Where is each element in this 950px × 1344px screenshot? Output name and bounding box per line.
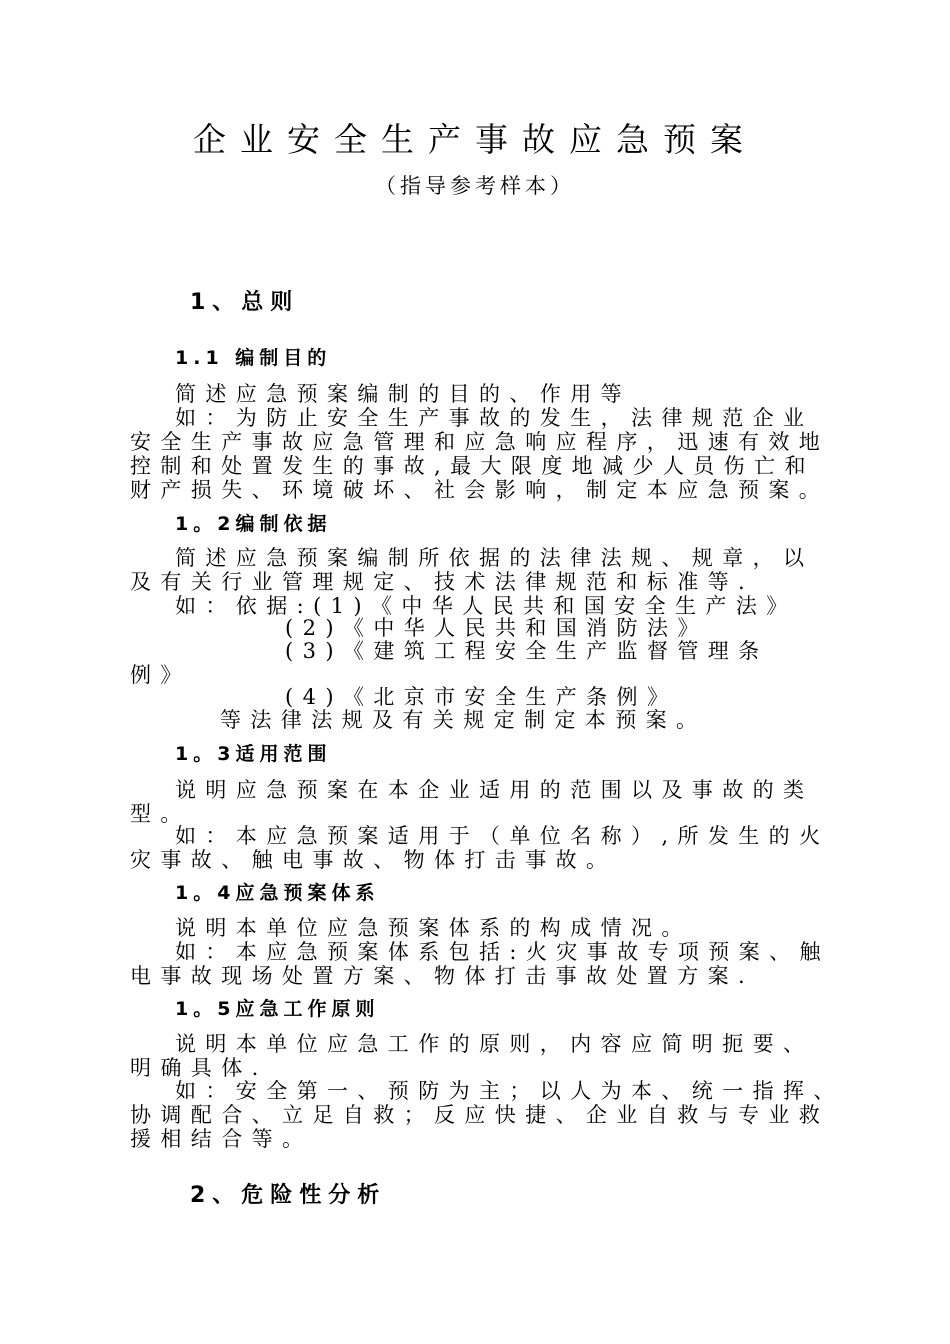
paragraph-line: 及有关行业管理规定、技术法律规范和标准等. xyxy=(130,570,755,594)
paragraph-line: (2)《中华人民共和国消防法》 xyxy=(285,616,708,640)
paragraph-line: 援相结合等。 xyxy=(130,1127,313,1151)
paragraph-line: 明确具体. xyxy=(130,1056,268,1080)
paragraph-line: 简述应急预案编制所依据的法律法规、规章，以 xyxy=(175,546,814,570)
paragraph-line: 财产损失、环境破坏、社会影响，制定本应急预案。 xyxy=(130,478,830,502)
section-heading-general: 1、总则 xyxy=(190,290,300,315)
section-heading-purpose: 1.1 编制目的 xyxy=(175,347,332,369)
section-heading-scope: 1。3适用范围 xyxy=(175,743,332,765)
paragraph-line: 例》 xyxy=(130,663,191,687)
paragraph-line: 型。 xyxy=(130,802,191,826)
paragraph-line: 说明应急预案在本企业适用的范围以及事故的类 xyxy=(175,778,814,802)
paragraph-line: (3)《建筑工程安全生产监督管理条 xyxy=(285,639,769,663)
paragraph-line: 说明本单位应急工作的原则，内容应简明扼要、 xyxy=(175,1032,814,1056)
paragraph-line: (4)《北京市安全生产条例》 xyxy=(285,685,678,709)
paragraph-line: 如：本应急预案体系包括:火灾事故专项预案、触 xyxy=(175,940,830,964)
paragraph-line: 如：依据:(1)《中华人民共和国安全生产法》 xyxy=(175,594,797,618)
section-heading-system: 1。4应急预案体系 xyxy=(175,882,380,904)
section-heading-hazard-analysis: 2、危险性分析 xyxy=(190,1183,387,1208)
paragraph-line: 简述应急预案编制的目的、作用等 xyxy=(175,382,631,406)
paragraph-line: 等法律法规及有关规定制定本预案。 xyxy=(220,708,707,732)
section-heading-principles: 1。5应急工作原则 xyxy=(175,998,380,1020)
paragraph-line: 如：安全第一、预防为主；以人为本、统一指挥、 xyxy=(175,1079,844,1103)
paragraph-line: 说明本单位应急预案体系的构成情况。 xyxy=(175,916,692,940)
section-heading-basis: 1。2编制依据 xyxy=(175,513,332,535)
document-subtitle: （指导参考样本） xyxy=(375,174,575,198)
paragraph-line: 电事故现场处置方案、物体打击事故处置方案. xyxy=(130,964,755,988)
paragraph-line: 协调配合、立足自救；反应快捷、企业自救与专业救 xyxy=(130,1103,830,1127)
document-title: 企业安全生产事故应急预案 xyxy=(193,120,757,159)
paragraph-line: 如：为防止安全生产事故的发生，法律规范企业 xyxy=(175,406,814,430)
paragraph-line: 控制和处置发生的事故,最大限度地减少人员伤亡和 xyxy=(130,454,815,478)
paragraph-line: 安全生产事故应急管理和应急响应程序，迅速有效地 xyxy=(130,430,830,454)
paragraph-line: 如：本应急预案适用于（单位名称）,所发生的火 xyxy=(175,824,830,848)
paragraph-line: 灾事故、触电事故、物体打击事故。 xyxy=(130,848,617,872)
